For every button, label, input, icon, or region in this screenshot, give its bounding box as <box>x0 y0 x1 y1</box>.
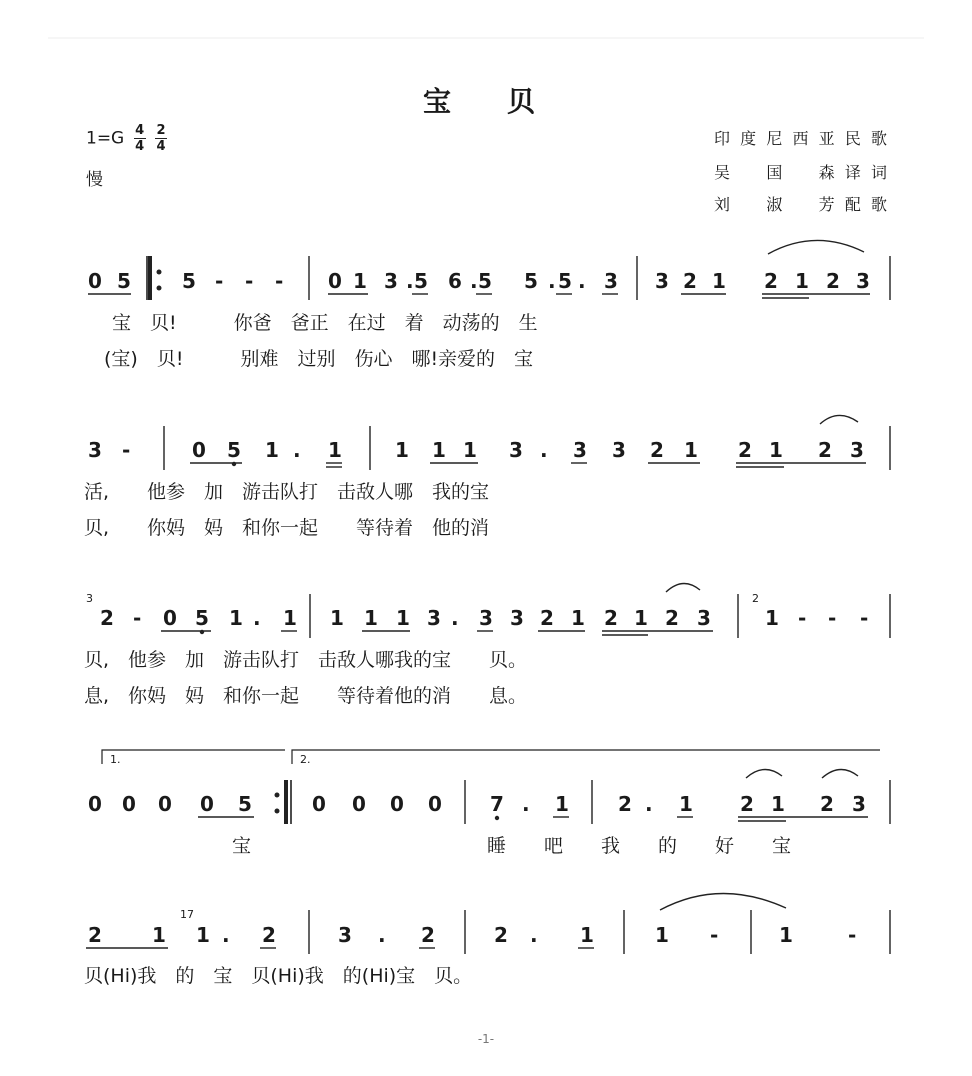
svg-text:1: 1 <box>795 269 809 293</box>
svg-text:1: 1 <box>265 438 279 462</box>
svg-text:0: 0 <box>390 792 404 816</box>
svg-text:1: 1 <box>555 792 569 816</box>
svg-text:2: 2 <box>421 923 435 947</box>
svg-text:2: 2 <box>650 438 664 462</box>
svg-text:-: - <box>133 606 142 630</box>
svg-text:0: 0 <box>328 269 342 293</box>
svg-text:3: 3 <box>612 438 626 462</box>
svg-text:1: 1 <box>196 923 210 947</box>
svg-text:1: 1 <box>655 923 669 947</box>
song-title: 宝 贝 <box>422 85 549 118</box>
lyric-line: (宝) 贝! 别难 过别 伤心 哪!亲爱的 宝 <box>104 348 534 370</box>
svg-text:3: 3 <box>88 438 102 462</box>
svg-text:1: 1 <box>771 792 785 816</box>
system-1 <box>88 240 890 370</box>
svg-text:.: . <box>645 792 653 816</box>
svg-text:0: 0 <box>88 792 102 816</box>
svg-text:2: 2 <box>818 438 832 462</box>
page-number: -1- <box>477 1032 495 1046</box>
svg-text:-: - <box>860 606 869 630</box>
svg-text:1: 1 <box>152 923 166 947</box>
svg-text:5: 5 <box>227 438 241 462</box>
svg-text:1: 1 <box>395 438 409 462</box>
svg-text:3: 3 <box>509 438 523 462</box>
credit-arranger: 刘 淑 芳配歌 <box>714 195 890 214</box>
svg-text:2: 2 <box>820 792 834 816</box>
grace-note: 17 <box>180 908 194 921</box>
svg-text:2: 2 <box>494 923 508 947</box>
svg-text:5: 5 <box>117 269 131 293</box>
key-label: 1=G <box>86 128 125 149</box>
svg-text:1: 1 <box>328 438 342 462</box>
svg-text:5: 5 <box>478 269 492 293</box>
grace-note: 3 <box>86 592 93 605</box>
lyric-line: 宝 <box>232 835 252 857</box>
svg-text:.: . <box>253 606 261 630</box>
svg-text:1: 1 <box>396 606 410 630</box>
svg-text:1: 1 <box>769 438 783 462</box>
svg-text:3: 3 <box>384 269 398 293</box>
svg-text:2: 2 <box>262 923 276 947</box>
lyric-line: 宝 贝! 你爸 爸正 在过 着 动荡的 生 <box>112 312 538 334</box>
svg-text:2: 2 <box>764 269 778 293</box>
ending-1-label: 1. <box>110 753 121 766</box>
svg-text:-: - <box>798 606 807 630</box>
system-2 <box>84 415 890 539</box>
svg-text:0: 0 <box>352 792 366 816</box>
svg-text:2: 2 <box>683 269 697 293</box>
svg-text:1: 1 <box>765 606 779 630</box>
svg-text:2: 2 <box>618 792 632 816</box>
tempo-marking: 慢 <box>86 170 103 190</box>
svg-text:-: - <box>710 923 719 947</box>
svg-text:.: . <box>540 438 548 462</box>
svg-text:3: 3 <box>850 438 864 462</box>
time-signature-2: $\frac{2}{4}$ <box>156 123 166 154</box>
svg-text:0: 0 <box>200 792 214 816</box>
credit-origin: 印度尼西亚民歌 <box>714 129 890 148</box>
svg-text:-: - <box>215 269 224 293</box>
svg-text:.: . <box>530 923 538 947</box>
svg-text:0: 0 <box>428 792 442 816</box>
system-4 <box>88 750 890 857</box>
svg-text:-: - <box>848 923 857 947</box>
svg-text:1: 1 <box>330 606 344 630</box>
lyric-line: 贝, 你妈 妈 和你一起 等待着 他的消 <box>84 517 490 539</box>
ending-2-label: 2. <box>300 753 311 766</box>
system-5 <box>84 893 890 987</box>
svg-text:3: 3 <box>852 792 866 816</box>
svg-text:0: 0 <box>122 792 136 816</box>
credit-translator: 吴 国 森译词 <box>714 163 890 182</box>
svg-text:.: . <box>578 269 586 293</box>
grace-note: 2 <box>752 592 759 605</box>
svg-text:1: 1 <box>679 792 693 816</box>
svg-text:7: 7 <box>490 792 504 816</box>
svg-text:3: 3 <box>573 438 587 462</box>
svg-text:3: 3 <box>604 269 618 293</box>
lyric-line: 贝, 他参 加 游击队打 击敌人哪我的宝 贝。 <box>84 649 528 671</box>
svg-text:.: . <box>406 269 414 293</box>
svg-text:1: 1 <box>229 606 243 630</box>
svg-text:3: 3 <box>856 269 870 293</box>
svg-text:1: 1 <box>684 438 698 462</box>
svg-text:2: 2 <box>540 606 554 630</box>
svg-text:2: 2 <box>826 269 840 293</box>
svg-text:1: 1 <box>580 923 594 947</box>
svg-text:1: 1 <box>432 438 446 462</box>
svg-text:1: 1 <box>712 269 726 293</box>
lyric-line: 活, 他参 加 游击队打 击敌人哪 我的宝 <box>84 481 490 503</box>
svg-text:2: 2 <box>740 792 754 816</box>
svg-text:-: - <box>122 438 131 462</box>
lyric-line: 息, 你妈 妈 和你一起 等待着他的消 息。 <box>84 685 528 707</box>
svg-text:-: - <box>275 269 284 293</box>
svg-text:1: 1 <box>463 438 477 462</box>
svg-text:-: - <box>245 269 254 293</box>
svg-text:0: 0 <box>158 792 172 816</box>
svg-text:.: . <box>522 792 530 816</box>
svg-text:0: 0 <box>163 606 177 630</box>
svg-text:3: 3 <box>479 606 493 630</box>
svg-text:5: 5 <box>558 269 572 293</box>
svg-text:2: 2 <box>604 606 618 630</box>
svg-text:-: - <box>828 606 837 630</box>
svg-text:1: 1 <box>353 269 367 293</box>
svg-text:.: . <box>222 923 230 947</box>
svg-text:2: 2 <box>88 923 102 947</box>
system-3 <box>84 583 890 707</box>
svg-text:5: 5 <box>414 269 428 293</box>
svg-text:2: 2 <box>100 606 114 630</box>
svg-text:1: 1 <box>283 606 297 630</box>
svg-text:5: 5 <box>238 792 252 816</box>
lyric-line: 睡 吧 我 的 好 宝 <box>487 835 792 857</box>
svg-text:1: 1 <box>634 606 648 630</box>
svg-text:6: 6 <box>448 269 462 293</box>
svg-text:0: 0 <box>312 792 326 816</box>
lyric-line: 贝(Hi)我 的 宝 贝(Hi)我 的(Hi)宝 贝。 <box>84 965 473 987</box>
svg-text:0: 0 <box>88 269 102 293</box>
svg-text:.: . <box>451 606 459 630</box>
svg-text:3: 3 <box>655 269 669 293</box>
svg-text:0: 0 <box>192 438 206 462</box>
svg-text:.: . <box>293 438 301 462</box>
svg-text:.: . <box>470 269 478 293</box>
svg-text:2: 2 <box>665 606 679 630</box>
svg-text:.: . <box>378 923 386 947</box>
svg-text:3: 3 <box>510 606 524 630</box>
svg-text:5: 5 <box>524 269 538 293</box>
svg-text:2: 2 <box>738 438 752 462</box>
svg-text:5: 5 <box>195 606 209 630</box>
svg-text:5: 5 <box>182 269 196 293</box>
svg-text:1: 1 <box>779 923 793 947</box>
svg-text:3: 3 <box>697 606 711 630</box>
svg-text:3: 3 <box>427 606 441 630</box>
svg-text:1: 1 <box>364 606 378 630</box>
svg-text:.: . <box>548 269 556 293</box>
svg-text:3: 3 <box>338 923 352 947</box>
time-signature-1: $\frac{4}{4}$ <box>135 123 145 154</box>
svg-text:1: 1 <box>571 606 585 630</box>
